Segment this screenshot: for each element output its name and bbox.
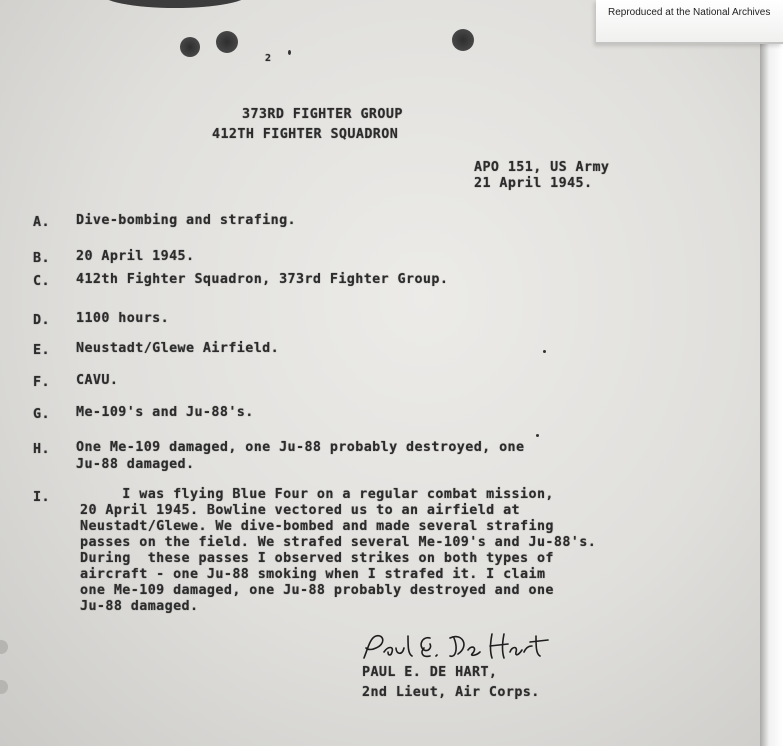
speck bbox=[288, 50, 291, 55]
squadron-heading: 412TH FIGHTER SQUADRON bbox=[212, 127, 399, 142]
item-label-e: E. bbox=[33, 343, 50, 358]
speck bbox=[543, 350, 546, 353]
signer-rank: 2nd Lieut, Air Corps. bbox=[362, 685, 540, 700]
apo-line: APO 151, US Army bbox=[474, 160, 610, 175]
scan-blot bbox=[100, 0, 250, 8]
edge-hole bbox=[0, 680, 8, 694]
speck bbox=[536, 434, 539, 437]
narrative-line: aircraft - one Ju-88 smoking when I strafed it. I claim bbox=[80, 567, 546, 582]
item-label-g: G. bbox=[33, 407, 50, 422]
item-text-c: 412th Fighter Squadron, 373rd Fighter Group. bbox=[76, 272, 449, 287]
signer-name: PAUL E. DE HART, bbox=[362, 665, 498, 680]
item-text-g: Me-109's and Ju-88's. bbox=[76, 405, 254, 420]
narrative-line: During these passes I observed strikes on both types of bbox=[80, 551, 554, 566]
item-text-h-line2: Ju-88 damaged. bbox=[76, 457, 195, 472]
item-label-a: A. bbox=[33, 215, 50, 230]
archive-stamp bbox=[596, 0, 783, 44]
item-text-d: 1100 hours. bbox=[76, 311, 170, 326]
narrative-line: passes on the field. We strafed several Me-109's and Ju-88's. bbox=[80, 535, 597, 550]
item-label-h: H. bbox=[33, 442, 50, 457]
item-text-a: Dive-bombing and strafing. bbox=[76, 213, 297, 228]
narrative-line: Neustadt/Glewe. We dive-bombed and made several strafing bbox=[80, 519, 554, 534]
item-label-f: F. bbox=[33, 375, 50, 390]
document-date: 21 April 1945. bbox=[474, 176, 593, 191]
page-mark: 2 bbox=[265, 53, 272, 64]
handwritten-signature bbox=[358, 628, 558, 668]
punch-hole bbox=[216, 31, 238, 53]
edge-hole bbox=[0, 640, 8, 654]
narrative-line: I was flying Blue Four on a regular combat mission, bbox=[80, 487, 554, 502]
page-edge bbox=[760, 0, 783, 746]
punch-hole bbox=[452, 29, 474, 51]
item-text-e: Neustadt/Glewe Airfield. bbox=[76, 341, 280, 356]
item-label-d: D. bbox=[33, 313, 50, 328]
item-text-b: 20 April 1945. bbox=[76, 249, 195, 264]
archive-stamp-text: Reproduced at the National Archives bbox=[608, 7, 771, 18]
narrative-line: Ju-88 damaged. bbox=[80, 599, 199, 614]
narrative-line: 20 April 1945. Bowline vectored us to an airfield at bbox=[80, 503, 521, 518]
narrative-line: one Me-109 damaged, one Ju-88 probably destroyed and one bbox=[80, 583, 554, 598]
item-label-i: I. bbox=[33, 490, 50, 505]
punch-hole bbox=[180, 37, 200, 57]
item-text-h-line1: One Me-109 damaged, one Ju-88 probably destroyed, one bbox=[76, 440, 525, 455]
item-label-b: B. bbox=[33, 251, 50, 266]
item-label-c: C. bbox=[33, 274, 50, 289]
item-text-f: CAVU. bbox=[76, 373, 119, 388]
group-heading: 373RD FIGHTER GROUP bbox=[242, 107, 403, 122]
